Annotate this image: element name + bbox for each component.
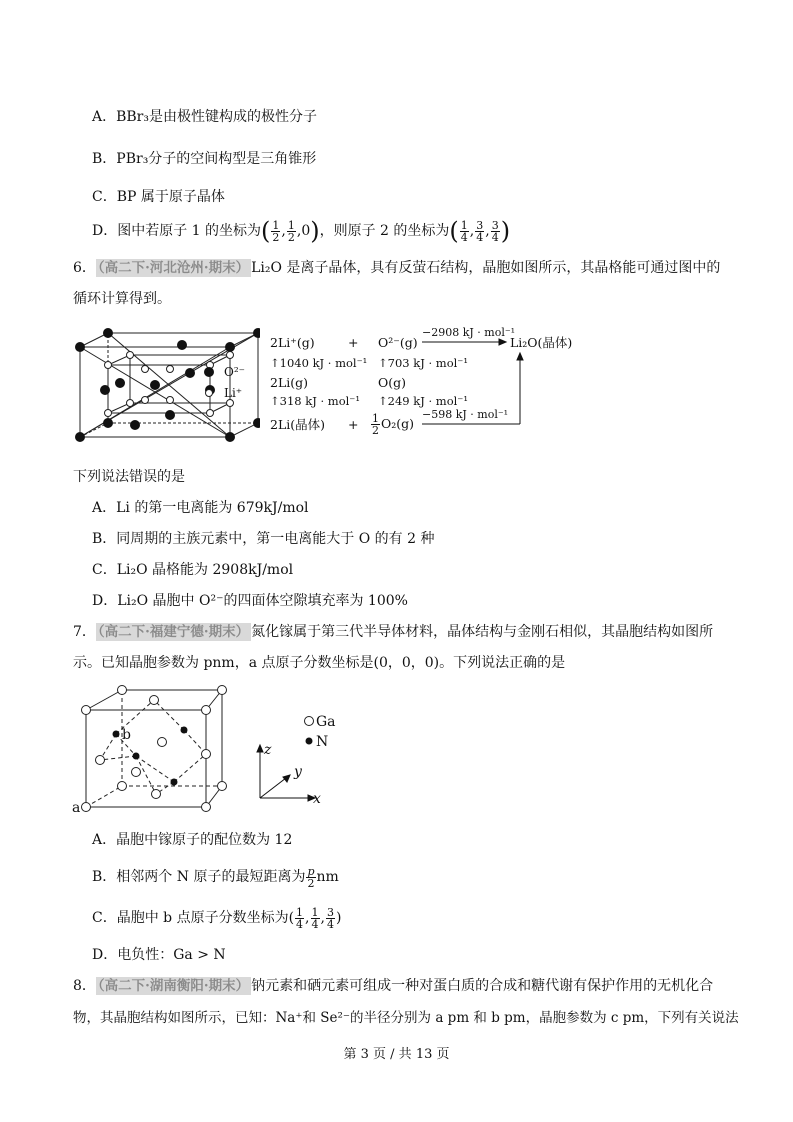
cycle-plus-2: + <box>348 417 359 432</box>
q7-option-d: D．电负性：Ga > N <box>92 947 226 963</box>
q7-option-c: C．晶胞中 b 点原子分数坐标为( $\frac{1}{4}$ , $\frac{1}{4}$ , $\frac{3}{4}$ ) <box>92 905 342 931</box>
q6-number: 6． <box>73 260 96 276</box>
q7-option-a: A．晶胞中镓原子的配位数为 12 <box>92 832 293 848</box>
q6-source-tag: （高二下·河北沧州·期末） <box>97 260 250 276</box>
cycle-2li-ion: 2Li⁺(g) <box>270 335 315 350</box>
legend-o2-label: O²⁻ <box>224 365 245 379</box>
q5-option-c: C．BP 属于原子晶体 <box>92 189 225 205</box>
cycle-li2o-crystal: Li₂O(晶体) <box>510 335 573 350</box>
q5-option-d-prefix: D．图中若原子 1 的坐标为 <box>92 223 262 239</box>
cycle-2li-crystal: 2Li(晶体) <box>270 417 326 432</box>
page-footer: 第 3 页 / 共 13 页 <box>343 1047 450 1062</box>
q6-stem-line1 <box>73 258 720 278</box>
cycle-2li-gas: 2Li(g) <box>270 375 309 390</box>
q8-stem-line2: 物，其晶胞结构如图所示，已知：Na⁺和 Se²⁻的半径分别为 a pm 和 b pm，晶胞参数为 c pm，下列有关说法 <box>73 1010 739 1026</box>
q6-stem-line2: 循环计算得到。 <box>73 291 171 307</box>
q8-stem-line1 <box>73 976 713 996</box>
q7-source-tag: （高二下·福建宁德·期末） <box>97 624 250 640</box>
axis-z-label: z <box>264 742 272 758</box>
q6-stem-text: Li₂O 是离子晶体，具有反萤石结构，晶胞如图所示，其晶格能可通过图中的 <box>251 260 721 276</box>
point-b-label: b <box>122 727 131 743</box>
legend-ga-label: Ga <box>316 714 336 730</box>
q6-question: 下列说法错误的是 <box>73 469 185 485</box>
axis-y-label: y <box>294 764 302 780</box>
legend-li-label: Li⁺ <box>224 386 243 400</box>
q7-number: 7． <box>73 624 96 640</box>
q6-option-d: D．Li₂O 晶胞中 O²⁻的四面体空隙填充率为 100% <box>92 593 408 609</box>
q7-stem-text: 氮化镓属于第三代半导体材料，晶体结构与金刚石相似，其晶胞结构如图所 <box>251 624 714 640</box>
q7-stem-line1 <box>73 622 713 642</box>
cycle-e-li-ionization: ↑1040 kJ · mol⁻¹ <box>270 356 368 370</box>
cycle-e-li-sublimation: ↑318 kJ · mol⁻¹ <box>270 394 360 408</box>
gan-unit-cell-figure <box>70 682 240 817</box>
cycle-e-o-dissociation: ↑249 kJ · mol⁻¹ <box>378 394 468 408</box>
born-haber-cycle <box>270 325 590 440</box>
q7-option-c-prefix: C．晶胞中 b 点原子分数坐标为 <box>92 910 289 926</box>
cycle-half-o2: $\frac{1}{2}$ O₂(g) <box>372 412 415 437</box>
q8-number: 8． <box>73 978 96 994</box>
cycle-plus-1: + <box>348 335 359 350</box>
q8-stem-text: 钠元素和硒元素可组成一种对蛋白质的合成和糖代谢有保护作用的无机化合 <box>251 978 714 994</box>
cycle-e-o-affinity: ↑703 kJ · mol⁻¹ <box>378 356 468 370</box>
q7-option-b-unit: nm <box>316 869 339 885</box>
axis-x-label: x <box>313 791 321 807</box>
q5-option-b: B．PBr₃分子的空间构型是三角锥形 <box>92 151 317 167</box>
q5-option-d: D．图中若原子 1 的坐标为( $\frac{1}{2}$ , $\frac{1}{2}$ ,0)，则原子 2 的坐标为( $\frac{1}{4}$ , $\frac{3}{4}$ , $\frac{3}{4}$ ) <box>92 217 511 245</box>
q6-option-c: C．Li₂O 晶格能为 2908kJ/mol <box>92 562 294 578</box>
cycle-o2-ion: O²⁻(g) <box>378 335 418 350</box>
cycle-e-formation: −598 kJ · mol⁻¹ <box>422 408 509 421</box>
q6-option-a: A．Li 的第一电离能为 679kJ/mol <box>92 500 309 516</box>
q6-option-b: B．同周期的主族元素中，第一电离能大于 O 的有 2 种 <box>92 531 435 547</box>
cycle-e-lattice: −2908 kJ · mol⁻¹ <box>422 326 516 339</box>
q7-option-b: B．相邻两个 N 原子的最短距离为 $\frac{p}{2}$ nm <box>92 864 339 890</box>
q8-source-tag: （高二下·湖南衡阳·期末） <box>97 978 250 994</box>
q5-option-a: A．BBr₃是由极性键构成的极性分子 <box>92 109 317 125</box>
cycle-arrows <box>270 325 590 440</box>
point-a-label: a <box>72 800 81 816</box>
q7-stem-line2: 示。已知晶胞参数为 pnm，a 点原子分数坐标是(0，0，0)。下列说法正确的是 <box>73 655 566 671</box>
legend-n-label: N <box>316 734 329 750</box>
cycle-o-gas: O(g) <box>378 375 407 390</box>
q7-option-b-prefix: B．相邻两个 N 原子的最短距离为 <box>92 869 306 885</box>
q5-option-d-mid: ，则原子 2 的坐标为 <box>319 223 450 239</box>
